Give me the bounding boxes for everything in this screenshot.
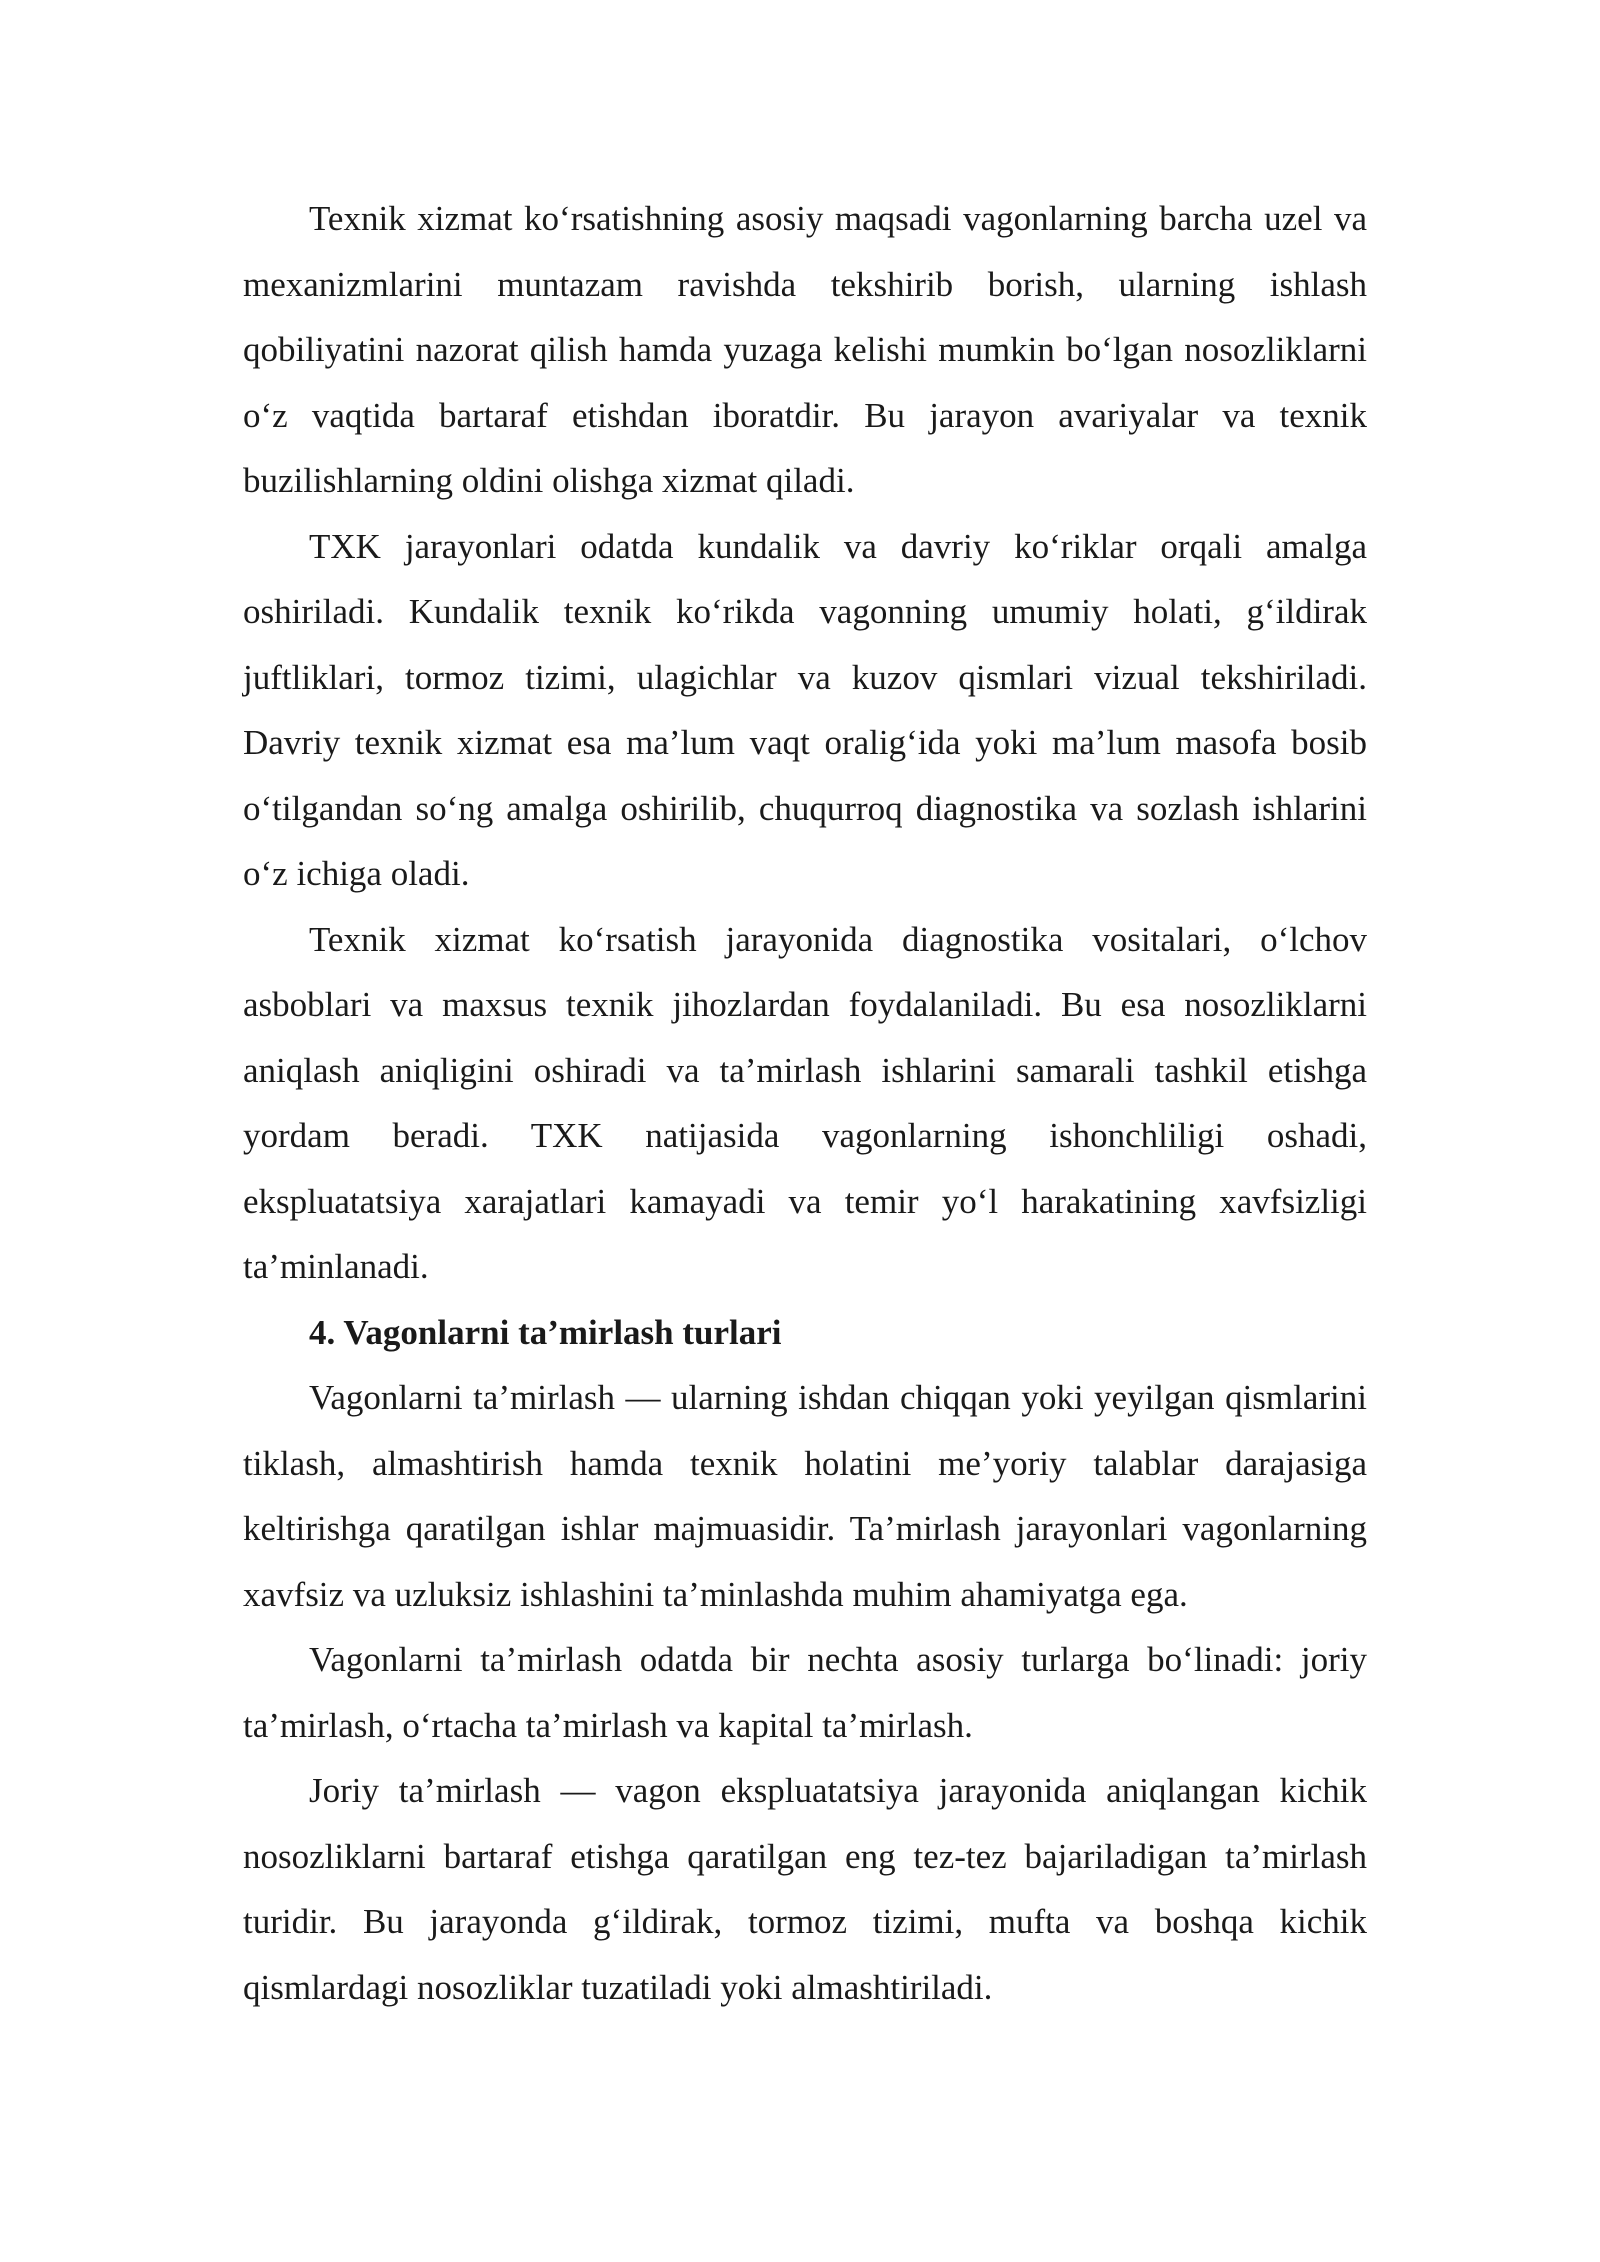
section-heading: 4. Vagonlarni ta’mirlash turlari	[309, 1312, 782, 1352]
paragraph-repair-definition: Vagonlarni ta’mirlash — ularning ishdan chiqqan yoki yeyilgan qismlarini tiklash, almashtirish hamda texnik holatini me’yoriy talablar darajasiga keltirishga qaratilgan ishlar majmuasidir. Ta’mirlash jarayonlari vagonlarning xavfsiz va uzluksiz ishlashini ta’minlashda muhim ahamiyatga ega.	[243, 1378, 1367, 1614]
paragraph-current-repair: Joriy ta’mirlash — vagon ekspluatatsiya jarayonida aniqlangan kichik nosozliklarni bartaraf etishga qaratilgan eng tez-tez bajariladigan ta’mirlash turidir. Bu jarayonda g‘ildirak, tormoz tizimi, mufta va boshqa kichik qismlardagi nosozliklar tuzatiladi yoki almashtiriladi.	[243, 1771, 1367, 2007]
paragraph-repair-types: Vagonlarni ta’mirlash odatda bir nechta asosiy turlarga bo‘linadi: joriy ta’mirlash, o‘rtacha ta’mirlash va kapital ta’mirlash.	[243, 1640, 1367, 1745]
paragraph-diagnostic-tools: Texnik xizmat ko‘rsatish jarayonida diagnostika vositalari, o‘lchov asboblari va maxsus texnik jihozlardan foydalaniladi. Bu esa nosozliklarni aniqlash aniqligini oshiradi va ta’mirlash ishlarini samarali tashkil etishga yordam beradi. TXK natijasida vagonlarning ishonchliligi oshadi, ekspluatatsiya xarajatlari kamayadi va temir yo‘l harakatining xavfsizligi ta’minlanadi.	[243, 919, 1367, 1286]
document-page	[243, 186, 1367, 2020]
paragraph-maintenance-purpose: Texnik xizmat ko‘rsatishning asosiy maqsadi vagonlarning barcha uzel va mexanizmlarini muntazam ravishda tekshirib borish, ularning ishlash qobiliyatini nazorat qilish hamda yuzaga kelishi mumkin bo‘lgan nosozliklarni o‘z vaqtida bartaraf etishdan iboratdir. Bu jarayon avariyalar va texnik buzilishlarning oldini olishga xizmat qiladi.	[243, 199, 1367, 500]
paragraph-txk-inspections: TXK jarayonlari odatda kundalik va davriy ko‘riklar orqali amalga oshiriladi. Kundalik texnik ko‘rikda vagonning umumiy holati, g‘ildirak juftliklari, tormoz tizimi, ulagichlar va kuzov qismlari vizual tekshiriladi. Davriy texnik xizmat esa ma’lum vaqt oralig‘ida yoki ma’lum masofa bosib o‘tilgandan so‘ng amalga oshirilib, chuqurroq diagnostika va sozlash ishlarini o‘z ichiga oladi.	[243, 526, 1367, 893]
